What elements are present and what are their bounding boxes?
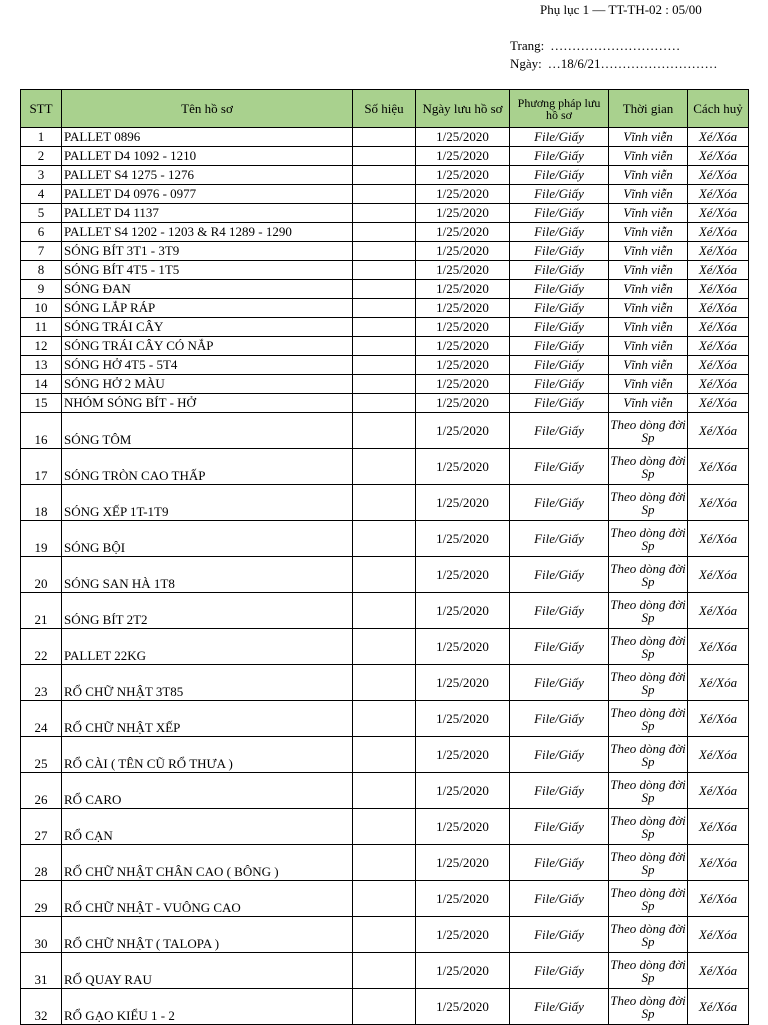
row-storage-date: 1/25/2020 — [416, 185, 510, 204]
table-row — [21, 701, 749, 737]
table-row — [21, 204, 749, 223]
table-row — [21, 953, 749, 989]
row-storage-method: File/Giấy — [510, 280, 609, 299]
row-disposal: Xé/Xóa — [688, 394, 749, 413]
row-stt: 28 — [21, 845, 62, 881]
table-row — [21, 147, 749, 166]
row-record-name: RỔ CẠN — [62, 809, 353, 845]
row-stt: 26 — [21, 773, 62, 809]
row-storage-method: File/Giấy — [510, 299, 609, 318]
row-code — [353, 845, 416, 881]
row-stt: 2 — [21, 147, 62, 166]
row-storage-date: 1/25/2020 — [416, 629, 510, 665]
row-record-name: SÓNG ĐAN — [62, 280, 353, 299]
table-row — [21, 665, 749, 701]
col-header-retention: Thời gian — [609, 90, 688, 128]
row-storage-method: File/Giấy — [510, 261, 609, 280]
row-retention: Vĩnh viễn — [609, 280, 688, 299]
row-record-name: PALLET S4 1275 - 1276 — [62, 166, 353, 185]
row-retention: Theo dòng đời Sp — [609, 413, 688, 449]
table-row — [21, 557, 749, 593]
table-row — [21, 809, 749, 845]
row-retention: Vĩnh viễn — [609, 318, 688, 337]
row-disposal: Xé/Xóa — [688, 337, 749, 356]
row-code — [353, 318, 416, 337]
row-record-name: SÓNG XẾP 1T-1T9 — [62, 485, 353, 521]
row-storage-date: 1/25/2020 — [416, 413, 510, 449]
row-storage-method: File/Giấy — [510, 557, 609, 593]
row-retention: Theo dòng đời Sp — [609, 917, 688, 953]
table-row — [21, 261, 749, 280]
row-record-name: SÓNG HỞ 2 MÀU — [62, 375, 353, 394]
row-storage-method: File/Giấy — [510, 665, 609, 701]
table-row — [21, 989, 749, 1025]
table-row — [21, 449, 749, 485]
row-code — [353, 261, 416, 280]
table-row — [21, 521, 749, 557]
row-record-name: SÓNG HỞ 4T5 - 5T4 — [62, 356, 353, 375]
row-stt: 3 — [21, 166, 62, 185]
row-code — [353, 485, 416, 521]
table-row — [21, 337, 749, 356]
row-record-name: SÓNG TRÁI CÂY CÓ NẮP — [62, 337, 353, 356]
row-code — [353, 593, 416, 629]
row-stt: 20 — [21, 557, 62, 593]
table-row — [21, 356, 749, 375]
row-storage-method: File/Giấy — [510, 166, 609, 185]
row-record-name: RỔ CHỮ NHẬT XẾP — [62, 701, 353, 737]
table-row — [21, 166, 749, 185]
row-storage-method: File/Giấy — [510, 242, 609, 261]
table-row — [21, 629, 749, 665]
table-header-row — [21, 90, 749, 128]
row-stt: 8 — [21, 261, 62, 280]
row-stt: 10 — [21, 299, 62, 318]
row-storage-method: File/Giấy — [510, 337, 609, 356]
col-header-code: Số hiệu — [353, 90, 416, 128]
row-code — [353, 701, 416, 737]
document-code: Phụ lục 1 — TT-TH-02 : 05/00 — [540, 2, 702, 17]
row-storage-method: File/Giấy — [510, 356, 609, 375]
row-record-name: RỔ QUAY RAU — [62, 953, 353, 989]
row-disposal: Xé/Xóa — [688, 166, 749, 185]
row-code — [353, 299, 416, 318]
row-retention: Vĩnh viễn — [609, 394, 688, 413]
row-code — [353, 557, 416, 593]
table-row — [21, 375, 749, 394]
row-stt: 30 — [21, 917, 62, 953]
row-disposal: Xé/Xóa — [688, 557, 749, 593]
row-record-name: RỔ CHỮ NHẬT - VUÔNG CAO — [62, 881, 353, 917]
table-row — [21, 223, 749, 242]
row-disposal: Xé/Xóa — [688, 318, 749, 337]
row-record-name: SÓNG BÍT 2T2 — [62, 593, 353, 629]
row-disposal: Xé/Xóa — [688, 737, 749, 773]
row-code — [353, 449, 416, 485]
row-storage-date: 1/25/2020 — [416, 147, 510, 166]
row-disposal: Xé/Xóa — [688, 204, 749, 223]
row-code — [353, 665, 416, 701]
row-stt: 32 — [21, 989, 62, 1025]
row-disposal: Xé/Xóa — [688, 185, 749, 204]
row-code — [353, 242, 416, 261]
row-stt: 21 — [21, 593, 62, 629]
row-record-name: RỔ CÀI ( TÊN CŨ RỔ THƯA ) — [62, 737, 353, 773]
row-stt: 15 — [21, 394, 62, 413]
row-code — [353, 375, 416, 394]
row-storage-method: File/Giấy — [510, 917, 609, 953]
row-storage-method: File/Giấy — [510, 521, 609, 557]
row-storage-date: 1/25/2020 — [416, 845, 510, 881]
row-record-name: RỔ CARO — [62, 773, 353, 809]
row-storage-date: 1/25/2020 — [416, 261, 510, 280]
date-label: Ngày: — [510, 56, 542, 71]
row-record-name: RỔ CHỮ NHẬT ( TALOPA ) — [62, 917, 353, 953]
row-record-name: SÓNG TRÁI CÂY — [62, 318, 353, 337]
row-storage-method: File/Giấy — [510, 318, 609, 337]
row-disposal: Xé/Xóa — [688, 242, 749, 261]
row-code — [353, 185, 416, 204]
row-retention: Vĩnh viễn — [609, 166, 688, 185]
row-stt: 16 — [21, 413, 62, 449]
row-retention: Vĩnh viễn — [609, 242, 688, 261]
row-code — [353, 223, 416, 242]
row-record-name: SÓNG SAN HÀ 1T8 — [62, 557, 353, 593]
row-record-name: PALLET 0896 — [62, 128, 353, 147]
row-storage-date: 1/25/2020 — [416, 665, 510, 701]
row-disposal: Xé/Xóa — [688, 128, 749, 147]
page-value: ………………………… — [550, 38, 681, 53]
row-storage-date: 1/25/2020 — [416, 299, 510, 318]
row-storage-method: File/Giấy — [510, 629, 609, 665]
row-retention: Theo dòng đời Sp — [609, 881, 688, 917]
row-retention: Vĩnh viễn — [609, 299, 688, 318]
row-storage-date: 1/25/2020 — [416, 917, 510, 953]
row-storage-method: File/Giấy — [510, 809, 609, 845]
row-code — [353, 809, 416, 845]
row-storage-date: 1/25/2020 — [416, 557, 510, 593]
row-disposal: Xé/Xóa — [688, 917, 749, 953]
row-stt: 29 — [21, 881, 62, 917]
row-retention: Theo dòng đời Sp — [609, 737, 688, 773]
row-storage-date: 1/25/2020 — [416, 375, 510, 394]
table-row — [21, 593, 749, 629]
row-stt: 25 — [21, 737, 62, 773]
page-label: Trang: — [510, 38, 545, 53]
row-disposal: Xé/Xóa — [688, 881, 749, 917]
row-stt: 13 — [21, 356, 62, 375]
row-disposal: Xé/Xóa — [688, 485, 749, 521]
row-code — [353, 629, 416, 665]
row-storage-method: File/Giấy — [510, 185, 609, 204]
row-storage-date: 1/25/2020 — [416, 394, 510, 413]
row-disposal: Xé/Xóa — [688, 953, 749, 989]
row-code — [353, 737, 416, 773]
row-code — [353, 394, 416, 413]
row-storage-date: 1/25/2020 — [416, 223, 510, 242]
row-disposal: Xé/Xóa — [688, 701, 749, 737]
row-code — [353, 204, 416, 223]
row-stt: 4 — [21, 185, 62, 204]
row-stt: 19 — [21, 521, 62, 557]
row-stt: 7 — [21, 242, 62, 261]
row-disposal: Xé/Xóa — [688, 773, 749, 809]
col-header-stt: STT — [21, 90, 62, 128]
row-storage-date: 1/25/2020 — [416, 953, 510, 989]
row-storage-method: File/Giấy — [510, 128, 609, 147]
row-storage-date: 1/25/2020 — [416, 809, 510, 845]
row-storage-method: File/Giấy — [510, 223, 609, 242]
col-header-record-name: Tên hồ sơ — [62, 90, 353, 128]
row-storage-date: 1/25/2020 — [416, 881, 510, 917]
row-disposal: Xé/Xóa — [688, 413, 749, 449]
row-storage-method: File/Giấy — [510, 989, 609, 1025]
table-row — [21, 881, 749, 917]
row-stt: 17 — [21, 449, 62, 485]
table-row — [21, 318, 749, 337]
row-stt: 1 — [21, 128, 62, 147]
row-record-name: SÓNG BÍT 4T5 - 1T5 — [62, 261, 353, 280]
row-storage-date: 1/25/2020 — [416, 242, 510, 261]
row-storage-method: File/Giấy — [510, 593, 609, 629]
row-disposal: Xé/Xóa — [688, 375, 749, 394]
row-disposal: Xé/Xóa — [688, 223, 749, 242]
row-disposal: Xé/Xóa — [688, 665, 749, 701]
col-header-storage-method: Phương pháp lưu hồ sơ — [510, 90, 609, 128]
table-row — [21, 128, 749, 147]
row-stt: 18 — [21, 485, 62, 521]
row-storage-date: 1/25/2020 — [416, 356, 510, 375]
row-retention: Vĩnh viễn — [609, 223, 688, 242]
row-storage-method: File/Giấy — [510, 953, 609, 989]
row-code — [353, 773, 416, 809]
date-value: …18/6/21……………………… — [547, 56, 718, 71]
row-record-name: RỔ CHỮ NHẬT 3T85 — [62, 665, 353, 701]
row-retention: Vĩnh viễn — [609, 375, 688, 394]
table-row — [21, 737, 749, 773]
row-retention: Vĩnh viễn — [609, 261, 688, 280]
row-record-name: PALLET D4 1137 — [62, 204, 353, 223]
col-header-disposal: Cách huỷ — [688, 90, 749, 128]
row-retention: Theo dòng đời Sp — [609, 809, 688, 845]
row-disposal: Xé/Xóa — [688, 449, 749, 485]
table-body — [21, 128, 749, 1025]
col-header-storage-date: Ngày lưu hồ sơ — [416, 90, 510, 128]
row-disposal: Xé/Xóa — [688, 147, 749, 166]
row-disposal: Xé/Xóa — [688, 845, 749, 881]
date-line — [510, 56, 718, 71]
row-disposal: Xé/Xóa — [688, 989, 749, 1025]
row-code — [353, 917, 416, 953]
row-retention: Theo dòng đời Sp — [609, 665, 688, 701]
row-storage-date: 1/25/2020 — [416, 166, 510, 185]
row-retention: Theo dòng đời Sp — [609, 485, 688, 521]
row-storage-method: File/Giấy — [510, 413, 609, 449]
row-storage-date: 1/25/2020 — [416, 280, 510, 299]
row-storage-method: File/Giấy — [510, 204, 609, 223]
row-storage-method: File/Giấy — [510, 737, 609, 773]
row-retention: Theo dòng đời Sp — [609, 953, 688, 989]
row-stt: 5 — [21, 204, 62, 223]
row-storage-date: 1/25/2020 — [416, 593, 510, 629]
row-code — [353, 953, 416, 989]
row-stt: 31 — [21, 953, 62, 989]
row-code — [353, 280, 416, 299]
row-record-name: SÓNG TRÒN CAO THẤP — [62, 449, 353, 485]
row-retention: Theo dòng đời Sp — [609, 773, 688, 809]
table-row — [21, 185, 749, 204]
row-code — [353, 166, 416, 185]
records-table — [20, 89, 749, 1025]
table-row — [21, 299, 749, 318]
row-retention: Vĩnh viễn — [609, 147, 688, 166]
row-disposal: Xé/Xóa — [688, 629, 749, 665]
row-record-name: PALLET D4 0976 - 0977 — [62, 185, 353, 204]
table-row — [21, 242, 749, 261]
row-storage-date: 1/25/2020 — [416, 737, 510, 773]
row-retention: Vĩnh viễn — [609, 356, 688, 375]
row-storage-method: File/Giấy — [510, 375, 609, 394]
row-storage-date: 1/25/2020 — [416, 521, 510, 557]
row-stt: 9 — [21, 280, 62, 299]
row-disposal: Xé/Xóa — [688, 356, 749, 375]
row-storage-method: File/Giấy — [510, 701, 609, 737]
row-disposal: Xé/Xóa — [688, 261, 749, 280]
row-record-name: RỔ GẠO KIỂU 1 - 2 — [62, 989, 353, 1025]
row-record-name: PALLET S4 1202 - 1203 & R4 1289 - 1290 — [62, 223, 353, 242]
row-retention: Theo dòng đời Sp — [609, 701, 688, 737]
table-row — [21, 485, 749, 521]
row-disposal: Xé/Xóa — [688, 809, 749, 845]
row-storage-method: File/Giấy — [510, 485, 609, 521]
row-code — [353, 413, 416, 449]
row-stt: 12 — [21, 337, 62, 356]
row-retention: Vĩnh viễn — [609, 204, 688, 223]
row-storage-method: File/Giấy — [510, 881, 609, 917]
row-retention: Theo dòng đời Sp — [609, 521, 688, 557]
table-row — [21, 280, 749, 299]
table-row — [21, 845, 749, 881]
row-record-name: SÓNG TÔM — [62, 413, 353, 449]
row-stt: 11 — [21, 318, 62, 337]
row-record-name: SÓNG BÍT 3T1 - 3T9 — [62, 242, 353, 261]
row-stt: 23 — [21, 665, 62, 701]
row-record-name: SÓNG LẮP RÁP — [62, 299, 353, 318]
table-row — [21, 413, 749, 449]
row-storage-date: 1/25/2020 — [416, 989, 510, 1025]
row-record-name: SÓNG BỘI — [62, 521, 353, 557]
row-stt: 22 — [21, 629, 62, 665]
row-disposal: Xé/Xóa — [688, 521, 749, 557]
table-row — [21, 394, 749, 413]
row-storage-date: 1/25/2020 — [416, 337, 510, 356]
row-storage-method: File/Giấy — [510, 845, 609, 881]
row-retention: Theo dòng đời Sp — [609, 449, 688, 485]
row-retention: Theo dòng đời Sp — [609, 845, 688, 881]
row-storage-method: File/Giấy — [510, 449, 609, 485]
row-code — [353, 989, 416, 1025]
row-storage-date: 1/25/2020 — [416, 773, 510, 809]
row-disposal: Xé/Xóa — [688, 280, 749, 299]
row-stt: 24 — [21, 701, 62, 737]
row-storage-date: 1/25/2020 — [416, 204, 510, 223]
row-storage-method: File/Giấy — [510, 147, 609, 166]
row-disposal: Xé/Xóa — [688, 593, 749, 629]
row-code — [353, 521, 416, 557]
row-code — [353, 881, 416, 917]
row-code — [353, 147, 416, 166]
row-stt: 6 — [21, 223, 62, 242]
page-number-line — [510, 38, 680, 53]
row-storage-method: File/Giấy — [510, 773, 609, 809]
row-storage-date: 1/25/2020 — [416, 128, 510, 147]
row-retention: Theo dòng đời Sp — [609, 629, 688, 665]
row-record-name: RỔ CHỮ NHẬT CHÂN CAO ( BÔNG ) — [62, 845, 353, 881]
row-code — [353, 128, 416, 147]
row-storage-date: 1/25/2020 — [416, 449, 510, 485]
row-stt: 27 — [21, 809, 62, 845]
row-code — [353, 337, 416, 356]
row-disposal: Xé/Xóa — [688, 299, 749, 318]
row-storage-date: 1/25/2020 — [416, 318, 510, 337]
row-retention: Vĩnh viễn — [609, 337, 688, 356]
row-storage-date: 1/25/2020 — [416, 701, 510, 737]
table-row — [21, 917, 749, 953]
row-record-name: PALLET 22KG — [62, 629, 353, 665]
row-retention: Theo dòng đời Sp — [609, 557, 688, 593]
row-retention: Theo dòng đời Sp — [609, 989, 688, 1025]
row-stt: 14 — [21, 375, 62, 394]
row-storage-method: File/Giấy — [510, 394, 609, 413]
row-record-name: PALLET D4 1092 - 1210 — [62, 147, 353, 166]
row-storage-date: 1/25/2020 — [416, 485, 510, 521]
row-code — [353, 356, 416, 375]
table-row — [21, 773, 749, 809]
row-retention: Vĩnh viễn — [609, 128, 688, 147]
row-retention: Theo dòng đời Sp — [609, 593, 688, 629]
row-retention: Vĩnh viễn — [609, 185, 688, 204]
row-record-name: NHÓM SÓNG BÍT - HỞ — [62, 394, 353, 413]
